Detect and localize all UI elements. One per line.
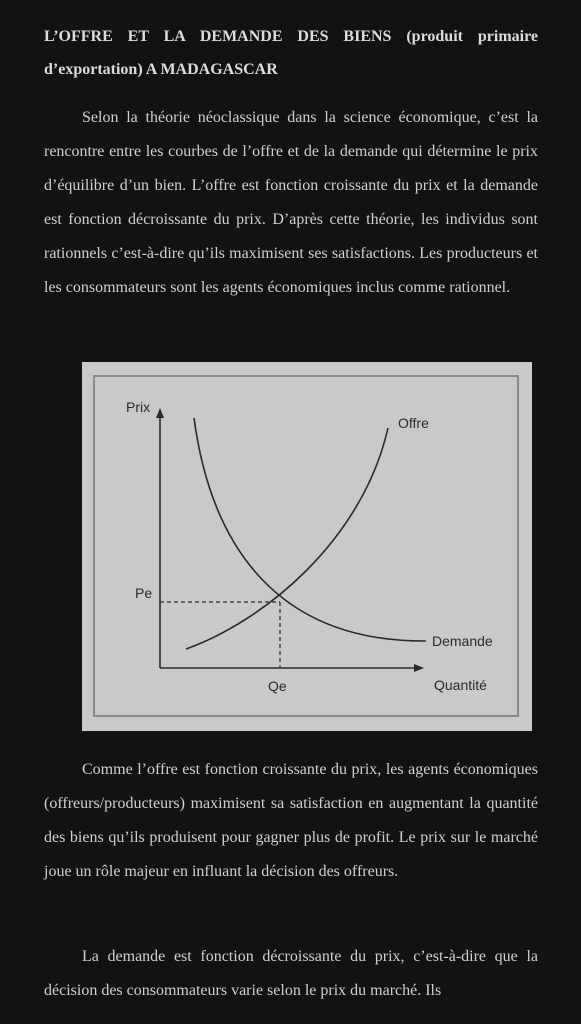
x-axis-label: Quantité: [434, 677, 487, 693]
x-axis-arrow: [414, 664, 424, 672]
series-line-offre: [186, 428, 388, 649]
series-label-demande: Demande: [432, 633, 493, 649]
document-title: L’OFFRE ET LA DEMANDE DES BIENS (produit primaire d’exportation) A MADAGASCAR: [44, 28, 538, 78]
paragraph-1: Selon la théorie néoclassique dans la science économique, c’est la rencontre entre les courbes de l’offre et de la demande qui détermine le prix d’équilibre d’un bien. L’offre est fonction croissante du prix et la demande est fonction décroissante du prix. D’après cette théorie, les individus sont rationnels c’est-à-dire qu’ils maximisent ses satisfactions. Les producteurs et les consommateurs sont les agents économiques inclus comme rationnel.: [44, 109, 538, 296]
equilibrium-quantity-label: Qe: [268, 678, 287, 694]
chart-frame: [94, 376, 518, 716]
series-label-offre: Offre: [398, 415, 429, 431]
series-line-demande: [194, 418, 426, 641]
supply-demand-chart: [82, 362, 532, 731]
paragraph-3: La demande est fonction décroissante du prix, c’est-à-dire que la décision des consommateurs varie selon le prix du marché. Ils: [44, 948, 538, 999]
equilibrium-price-label: Pe: [135, 585, 153, 601]
y-axis-label: Prix: [126, 399, 151, 415]
supply-demand-figure: [82, 362, 532, 731]
y-axis-arrow: [156, 408, 164, 418]
paragraph-2: Comme l’offre est fonction croissante du prix, les agents économiques (offreurs/producteurs) maximisent sa satisfaction en augmentant la quantité des biens qu’ils produisent pour gagner plus de profit. Le prix sur le marché joue un rôle majeur en influant la décision des offreurs.: [44, 761, 538, 880]
document-page: [44, 20, 538, 305]
